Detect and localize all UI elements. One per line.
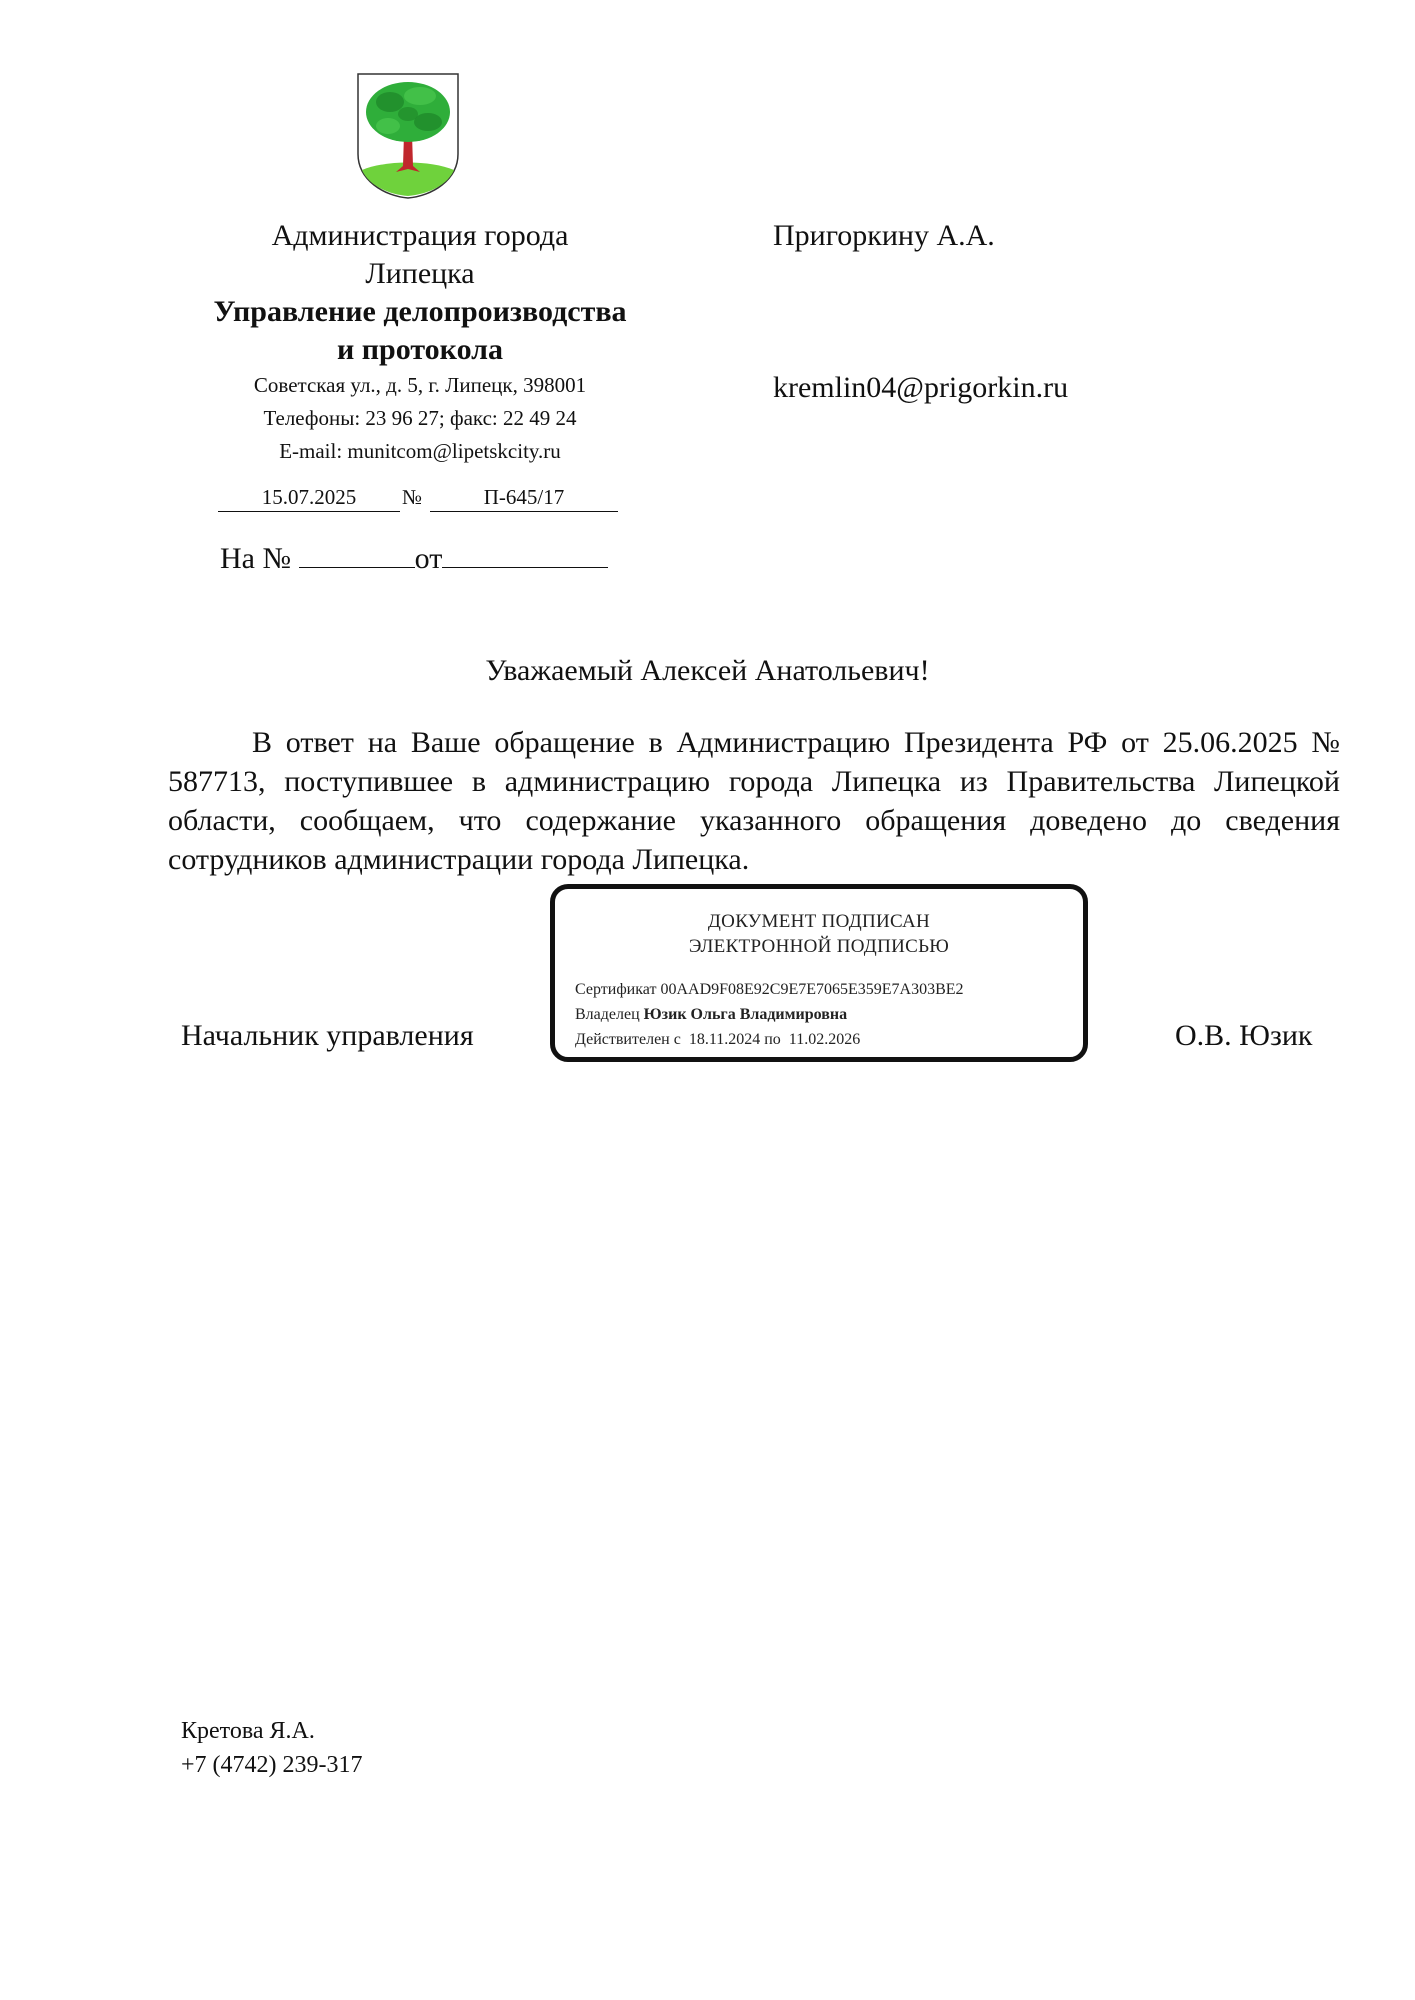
stamp-owner-label: Владелец [575, 1006, 640, 1023]
registration-date: 15.07.2025 [218, 483, 400, 512]
stamp-valid-label: Действителен с [575, 1031, 681, 1048]
stamp-valid-to: 11.02.2026 [788, 1031, 861, 1048]
stamp-header [555, 909, 1083, 959]
stamp-certificate-value: 00AAD9F08E92C9E7E7065E359E7A303BE2 [660, 981, 964, 998]
stamp-header-line2: ЭЛЕКТРОННОЙ ПОДПИСЬЮ [688, 936, 950, 957]
org-address: Советская ул., д. 5, г. Липецк, 398001 [253, 373, 587, 397]
registration-number: П-645/17 [430, 483, 618, 512]
letterhead [170, 217, 670, 468]
stamp-valid-from: 18.11.2024 [688, 1031, 761, 1048]
city-coat-of-arms-icon [356, 72, 460, 200]
registration-line [218, 483, 618, 513]
reply-to-date-blank [442, 537, 608, 568]
executor-phone: +7 (4742) 239-317 [181, 1752, 363, 1778]
stamp-certificate-row [575, 979, 964, 1001]
org-phones: Телефоны: 23 96 27; факс: 22 49 24 [263, 406, 577, 430]
reply-to-number-blank [299, 537, 415, 568]
reply-to-from-word: от [414, 542, 443, 575]
stamp-header-line1: ДОКУМЕНТ ПОДПИСАН [707, 911, 931, 932]
electronic-signature-stamp [550, 884, 1088, 1062]
org-name-line2: Липецка [365, 257, 475, 290]
signatory-title: Начальник управления [181, 1019, 474, 1052]
department-name-line2: и протокола [336, 333, 504, 366]
org-email: E-mail: munitcom@lipetskcity.ru [279, 439, 561, 463]
stamp-certificate-label: Сертификат [575, 981, 657, 998]
reply-to-line [220, 537, 608, 575]
executor-name: Кретова Я.А. [181, 1718, 315, 1744]
addressee-email: kremlin04@prigorkin.ru [773, 371, 1069, 404]
stamp-owner-row [575, 1004, 847, 1026]
salutation: Уважаемый Алексей Анатольевич! [485, 654, 930, 687]
signatory-name: О.В. Юзик [1175, 1019, 1313, 1052]
body-paragraph: В ответ на Ваше обращение в Администрацию Президента РФ от 25.06.2025 № 587713, поступившее в администрацию города Липецка из Правительства Липецкой области, сообщаем, что содержание указанного обращения доведено до сведения сотрудников администрации города Липецка. [168, 726, 1340, 876]
stamp-validity-row [575, 1029, 860, 1051]
addressee-name: Пригоркину А.А. [773, 219, 995, 252]
department-name-line1: Управление делопроизводства [213, 295, 627, 328]
reply-to-prefix: На № [220, 542, 292, 575]
org-name-line1: Администрация города [271, 219, 569, 252]
stamp-valid-to-label: по [764, 1031, 781, 1048]
stamp-owner-value: Юзик Ольга Владимировна [643, 1006, 848, 1023]
registration-number-sign: № [402, 485, 423, 509]
